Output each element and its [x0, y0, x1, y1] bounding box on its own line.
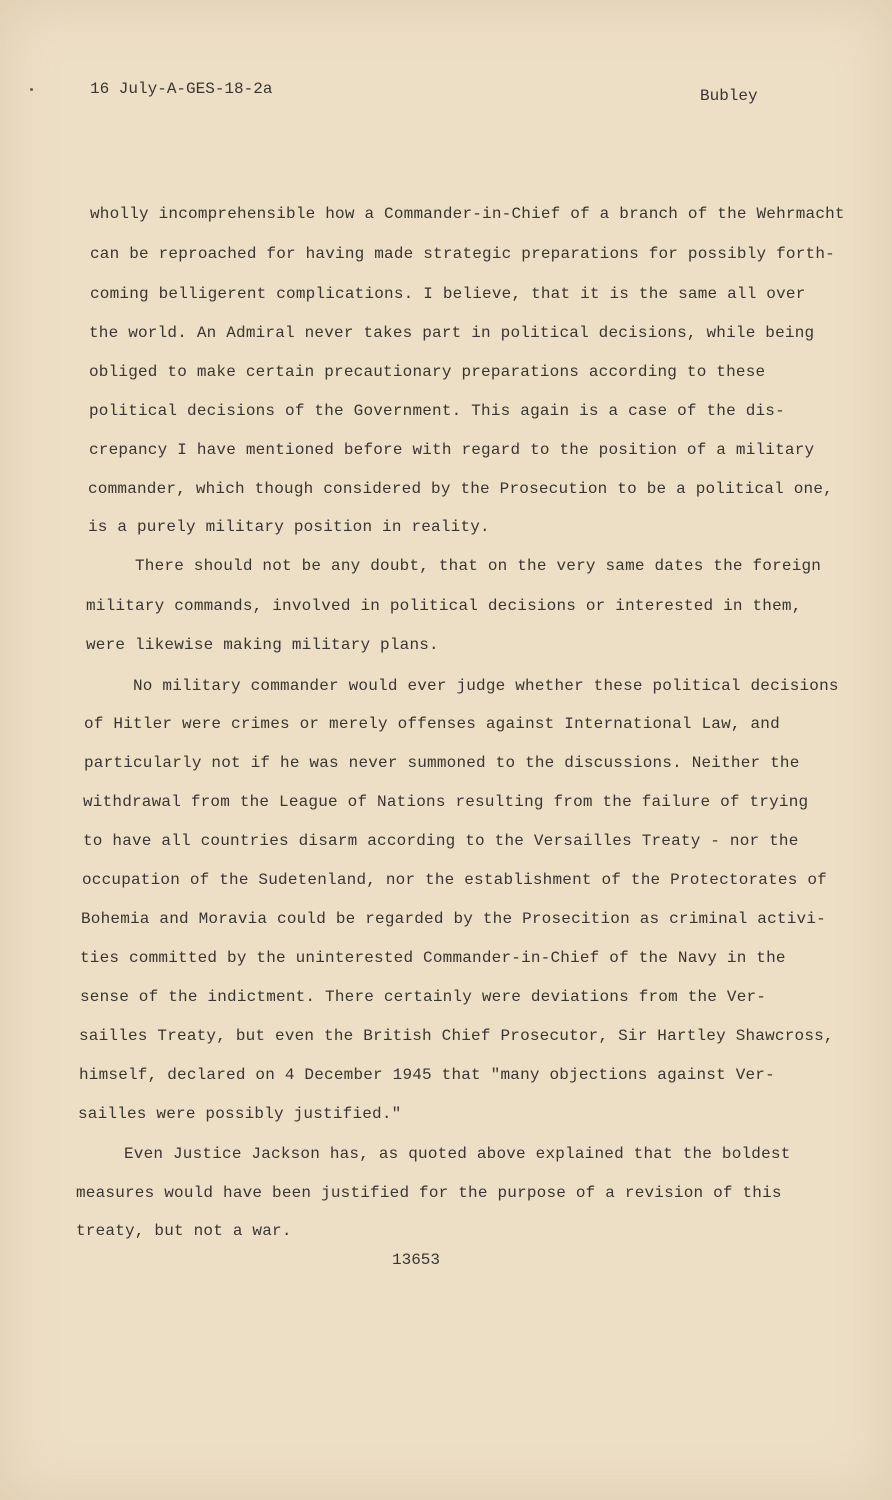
body-line: is a purely military position in reality. — [88, 518, 490, 536]
page-number: 13653 — [392, 1251, 441, 1269]
body-line: sense of the indictment. There certainly were deviations from the Ver- — [80, 988, 767, 1006]
body-line: There should not be any doubt, that on the very same dates the foreign — [135, 557, 822, 575]
body-line: of Hitler were crimes or merely offenses against International Law, and — [84, 715, 780, 733]
body-line: coming belligerent complications. I believe, that it is the same all over — [90, 285, 806, 303]
margin-mark — [30, 88, 33, 91]
body-line: sailles Treaty, but even the British Chief Prosecutor, Sir Hartley Shawcross, — [79, 1027, 834, 1045]
body-line: the world. An Admiral never takes part in political decisions, while being — [89, 324, 815, 342]
body-line: obliged to make certain precautionary preparations according to these — [89, 363, 766, 381]
body-line: ties committed by the uninterested Commander-in-Chief of the Navy in the — [80, 949, 786, 967]
body-line: crepancy I have mentioned before with regard to the position of a military — [89, 441, 815, 459]
body-line: No military commander would ever judge whether these political decisions — [133, 677, 839, 695]
body-line: political decisions of the Government. This again is a case of the dis- — [89, 402, 785, 420]
document-reference: 16 July-A-GES-18-2a — [90, 80, 273, 98]
body-line: withdrawal from the League of Nations resulting from the failure of trying — [83, 793, 809, 811]
body-line: occupation of the Sudetenland, nor the establishment of the Protectorates of — [82, 871, 827, 889]
body-line: can be reproached for having made strategic preparations for possibly forth- — [90, 245, 835, 263]
body-line: measures would have been justified for the purpose of a revision of this — [76, 1184, 782, 1202]
body-line: wholly incomprehensible how a Commander-in-Chief of a branch of the Wehrmacht — [90, 205, 845, 223]
body-line: were likewise making military plans. — [86, 636, 439, 654]
body-line: himself, declared on 4 December 1945 that "many objections against Ver- — [79, 1066, 775, 1084]
body-line: commander, which though considered by the Prosecution to be a political one, — [88, 480, 833, 498]
body-line: Even Justice Jackson has, as quoted above explained that the boldest — [124, 1145, 791, 1163]
body-line: Bohemia and Moravia could be regarded by the Prosecition as criminal activi- — [81, 910, 826, 928]
body-line: military commands, involved in political decisions or interested in them, — [86, 597, 802, 615]
body-line: sailles were possibly justified." — [78, 1105, 402, 1123]
body-line: treaty, but not a war. — [76, 1222, 292, 1240]
body-line: particularly not if he was never summoned to the discussions. Neither the — [84, 754, 800, 772]
reporter-name: Bubley — [700, 87, 758, 105]
body-line: to have all countries disarm according to the Versailles Treaty - nor the — [83, 832, 799, 850]
